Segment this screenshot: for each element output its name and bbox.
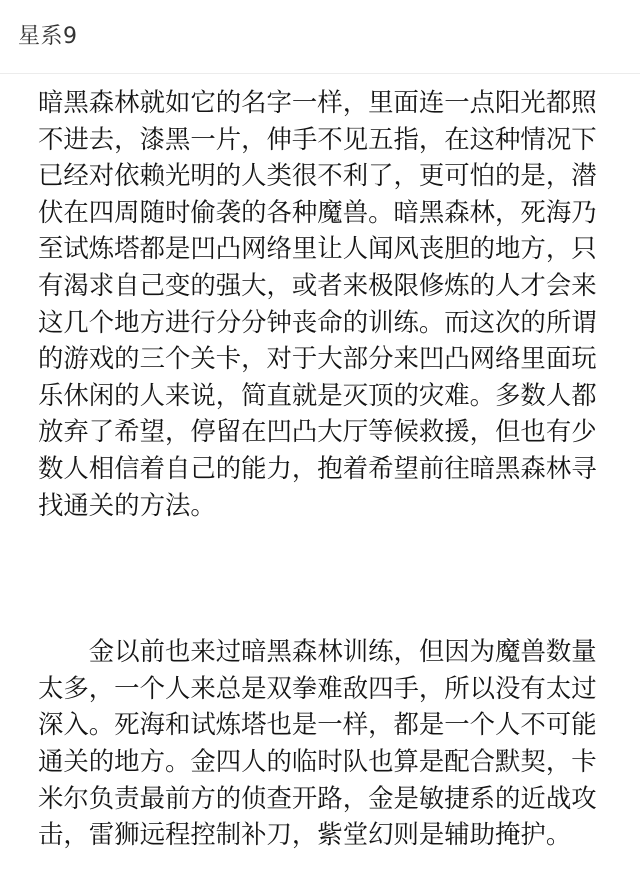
article-paragraph: 暗黑森林就如它的名字一样，里面连一点阳光都照不进去，漆黑一片，伸手不见五指，在这种情况下已经对依赖光明的人类很不利了，更可怕的是，潜伏在四周随时偷袭的各种魔兽。暗黑森林，死海乃至试炼塔都是凹凸网络里让人闻风丧胆的地方，只有渴求自己变的强大，或者来极限修炼的人才会来这几个地方进行分分钟丧命的训练。而这次的所谓的游戏的三个关卡，对于大部分来凹凸网络里面玩乐休闲的人来说，简直就是灭顶的灾难。多数人都放弃了希望，停留在凹凸大厅等候救援，但也有少数人相信着自己的能力，抱着希望前往暗黑森林寻找通关的方法。 — [38, 87, 597, 520]
page-title: 星系9 — [18, 24, 78, 49]
paragraph-spacer — [38, 523, 618, 633]
article-body — [38, 84, 618, 853]
top-header — [0, 0, 640, 74]
article-paragraph: 金以前也来过暗黑森林训练，但因为魔兽数量太多，一个人来总是双拳难敌四手，所以没有太过深入。死海和试炼塔也是一样，都是一个人不可能通关的地方。金四人的临时队也算是配合默契，卡米尔负责最前方的侦查开路，金是敏捷系的近战攻击，雷狮远程控制补刀，紫堂幻则是辅助掩护。 — [38, 636, 597, 850]
